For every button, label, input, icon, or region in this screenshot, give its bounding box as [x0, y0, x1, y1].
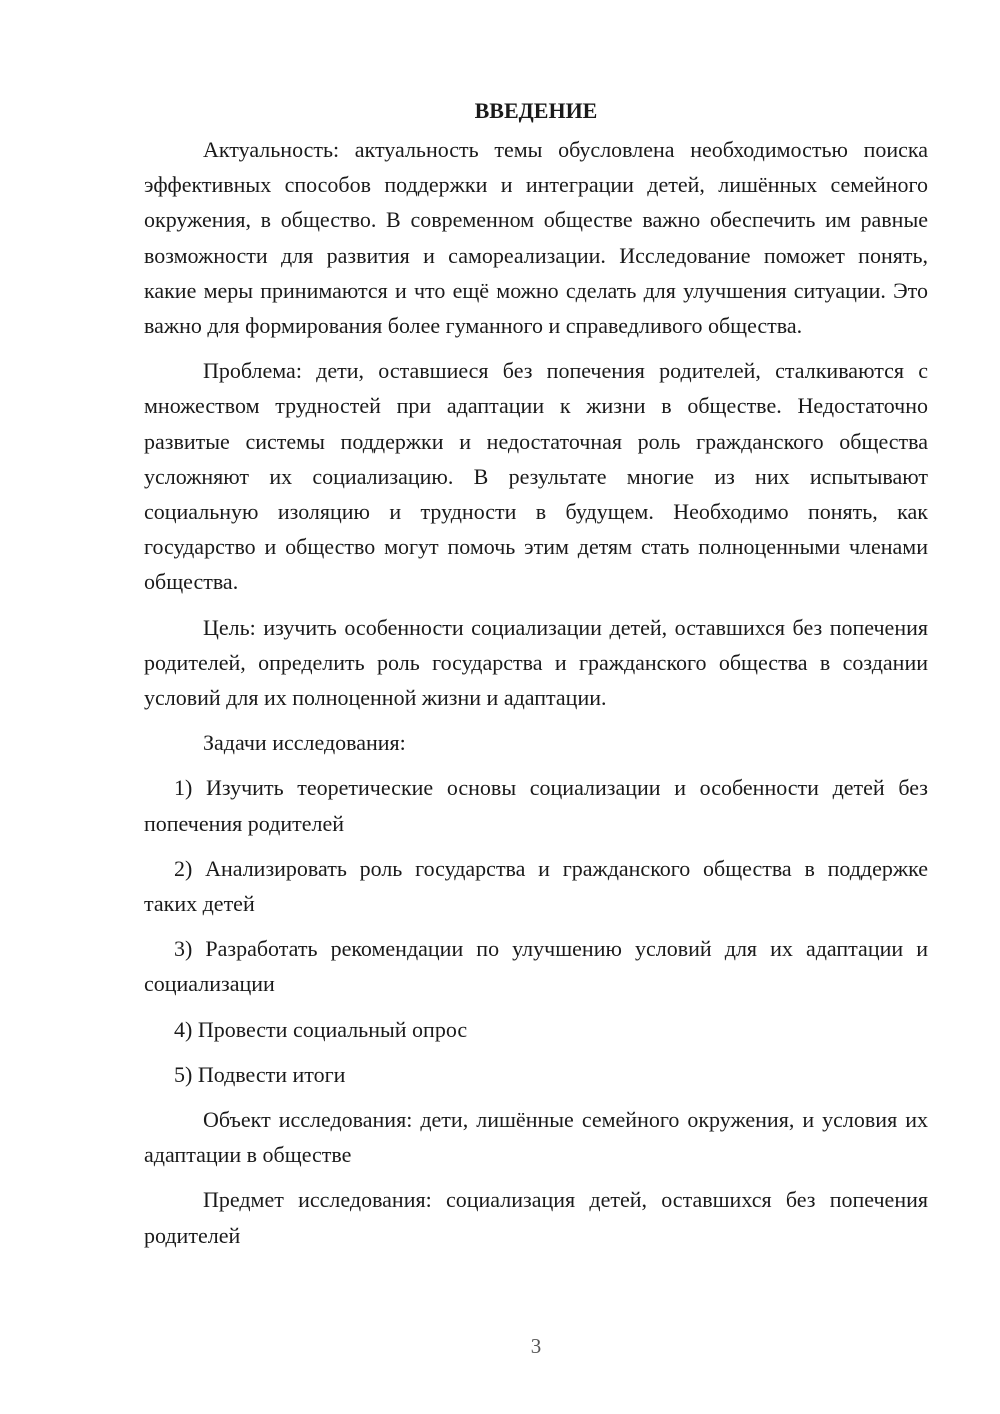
problem-paragraph: Проблема: дети, оставшиеся без попечения родителей, сталкиваются с множеством трудностей при адаптации к жизни в обществе. Недостаточно развитые системы поддержки и недостаточная роль гражданского общества усложняют их социализацию. В результате многие из них испытывают социальную изоляцию и трудности в будущем. Необходимо понять, как государство и общество могут помочь этим детям стать полноценными членами общества.: [144, 358, 928, 595]
task-item-5: 5) Подвести итоги: [174, 1061, 346, 1087]
task-item-3: 3) Разработать рекомендации по улучшению условий для их адаптации и социализации: [144, 936, 928, 997]
object-paragraph: Объект исследования: дети, лишённые семейного окружения, и условия их адаптации в обществе: [144, 1107, 928, 1168]
task-item-1: 1) Изучить теоретические основы социализации и особенности детей без попечения родителей: [144, 775, 928, 836]
page-number: 3: [530, 1334, 542, 1358]
task-item-4: 4) Провести социальный опрос: [174, 1016, 468, 1042]
document-page: [144, 93, 928, 1263]
task-item-2: 2) Анализировать роль государства и гражданского общества в поддержке таких детей: [144, 855, 928, 917]
page-title: ВВЕДЕНИЕ: [474, 98, 598, 123]
subject-paragraph: Предмет исследования: социализация детей, оставшихся без попечения родителей: [144, 1187, 928, 1248]
tasks-title: Задачи исследования:: [203, 730, 406, 756]
goal-paragraph: Цель: изучить особенности социализации детей, оставшихся без попечения родителей, определить роль государства и гражданского общества в создании условий для их полноценной жизни и адаптации.: [144, 614, 928, 711]
relevance-paragraph: Актуальность: актуальность темы обусловлена необходимостью поиска эффективных способов поддержки и интеграции детей, лишённых семейного окружения, в общество. В современном обществе важно обеспечить им равные возможности для развития и самореализации. Исследование поможет понять, какие меры принимаются и что ещё можно сделать для улучшения ситуации. Это важно для формирования более гуманного и справедливого общества.: [144, 137, 928, 339]
